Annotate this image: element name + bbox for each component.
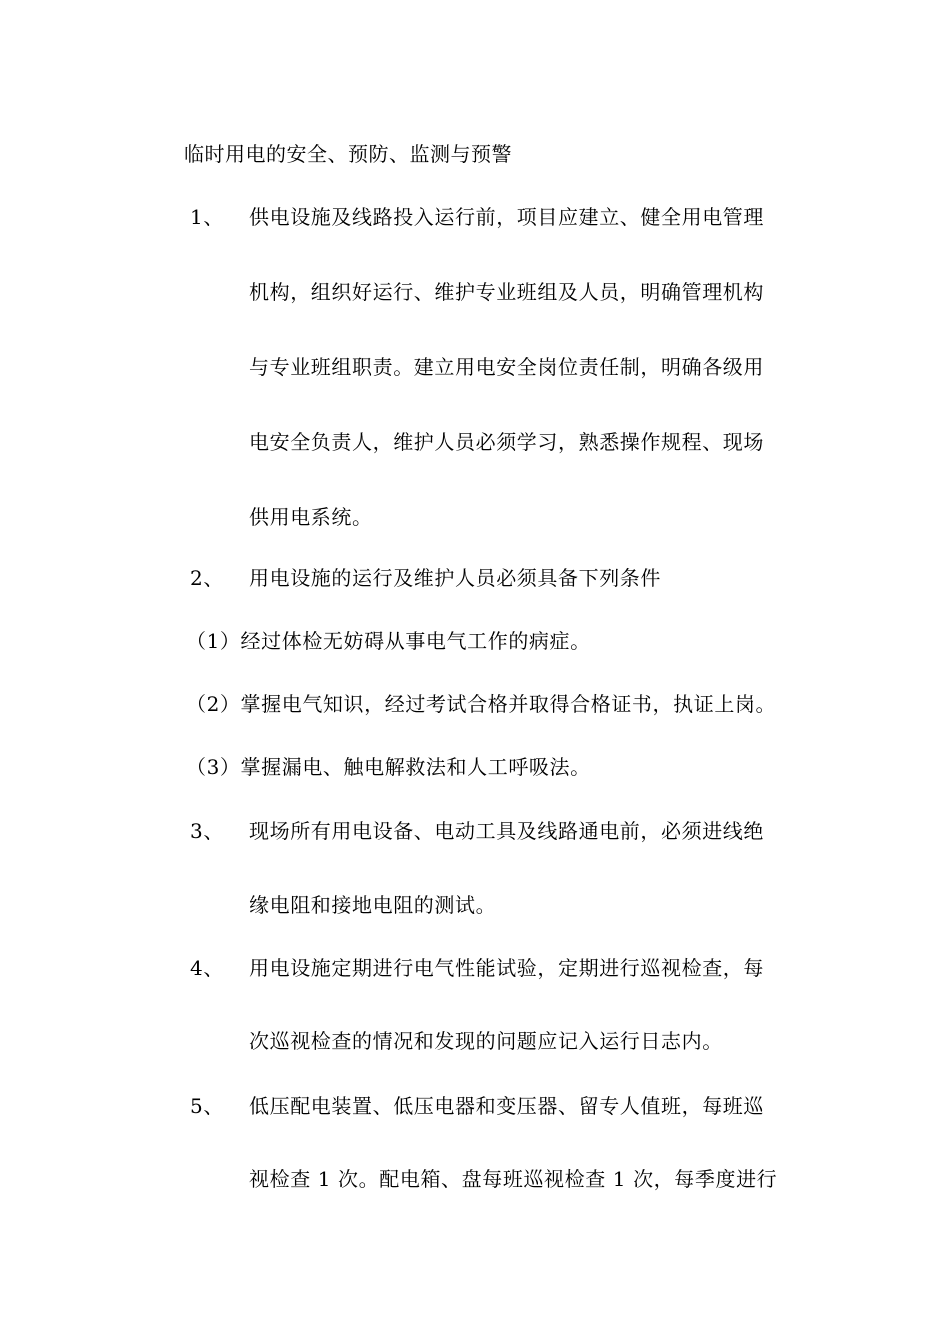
item-number: 5、: [190, 1094, 224, 1118]
item-line: 视检查 1 次。配电箱、盘每班巡视检查 1 次，每季度进行: [249, 1167, 778, 1191]
item-line: 与专业班组职责。建立用电安全岗位责任制，明确各级用: [249, 355, 764, 379]
item-line: 电安全负责人，维护人员必须学习，熟悉操作规程、现场: [249, 430, 764, 454]
item-number: 4、: [190, 956, 224, 980]
item-line: 机构，组织好运行、维护专业班组及人员，明确管理机构: [249, 280, 764, 304]
item-line: 次巡视检查的情况和发现的问题应记入运行日志内。: [249, 1029, 723, 1053]
item-number: 2、: [190, 566, 224, 590]
item-line: 缘电阻和接地电阻的测试。: [249, 893, 497, 917]
item-number: 3、: [190, 819, 224, 843]
sub-item: （2）掌握电气知识，经过考试合格并取得合格证书，执证上岗。: [186, 692, 777, 716]
item-line: 现场所有用电设备、电动工具及线路通电前，必须进线绝: [249, 819, 764, 843]
document-title: 临时用电的安全、预防、监测与预警: [184, 142, 512, 166]
item-line: 供电设施及线路投入运行前，项目应建立、健全用电管理: [249, 205, 764, 229]
item-line: 用电设施定期进行电气性能试验，定期进行巡视检查，每: [249, 956, 764, 980]
item-line: 用电设施的运行及维护人员必须具备下列条件: [249, 566, 661, 590]
item-line: 低压配电装置、低压电器和变压器、留专人值班，每班巡: [249, 1094, 764, 1118]
item-line: 供用电系统。: [249, 505, 373, 529]
sub-item: （3）掌握漏电、触电解救法和人工呼吸法。: [186, 755, 591, 779]
sub-item: （1）经过体检无妨碍从事电气工作的病症。: [186, 629, 591, 653]
item-number: 1、: [190, 205, 224, 229]
